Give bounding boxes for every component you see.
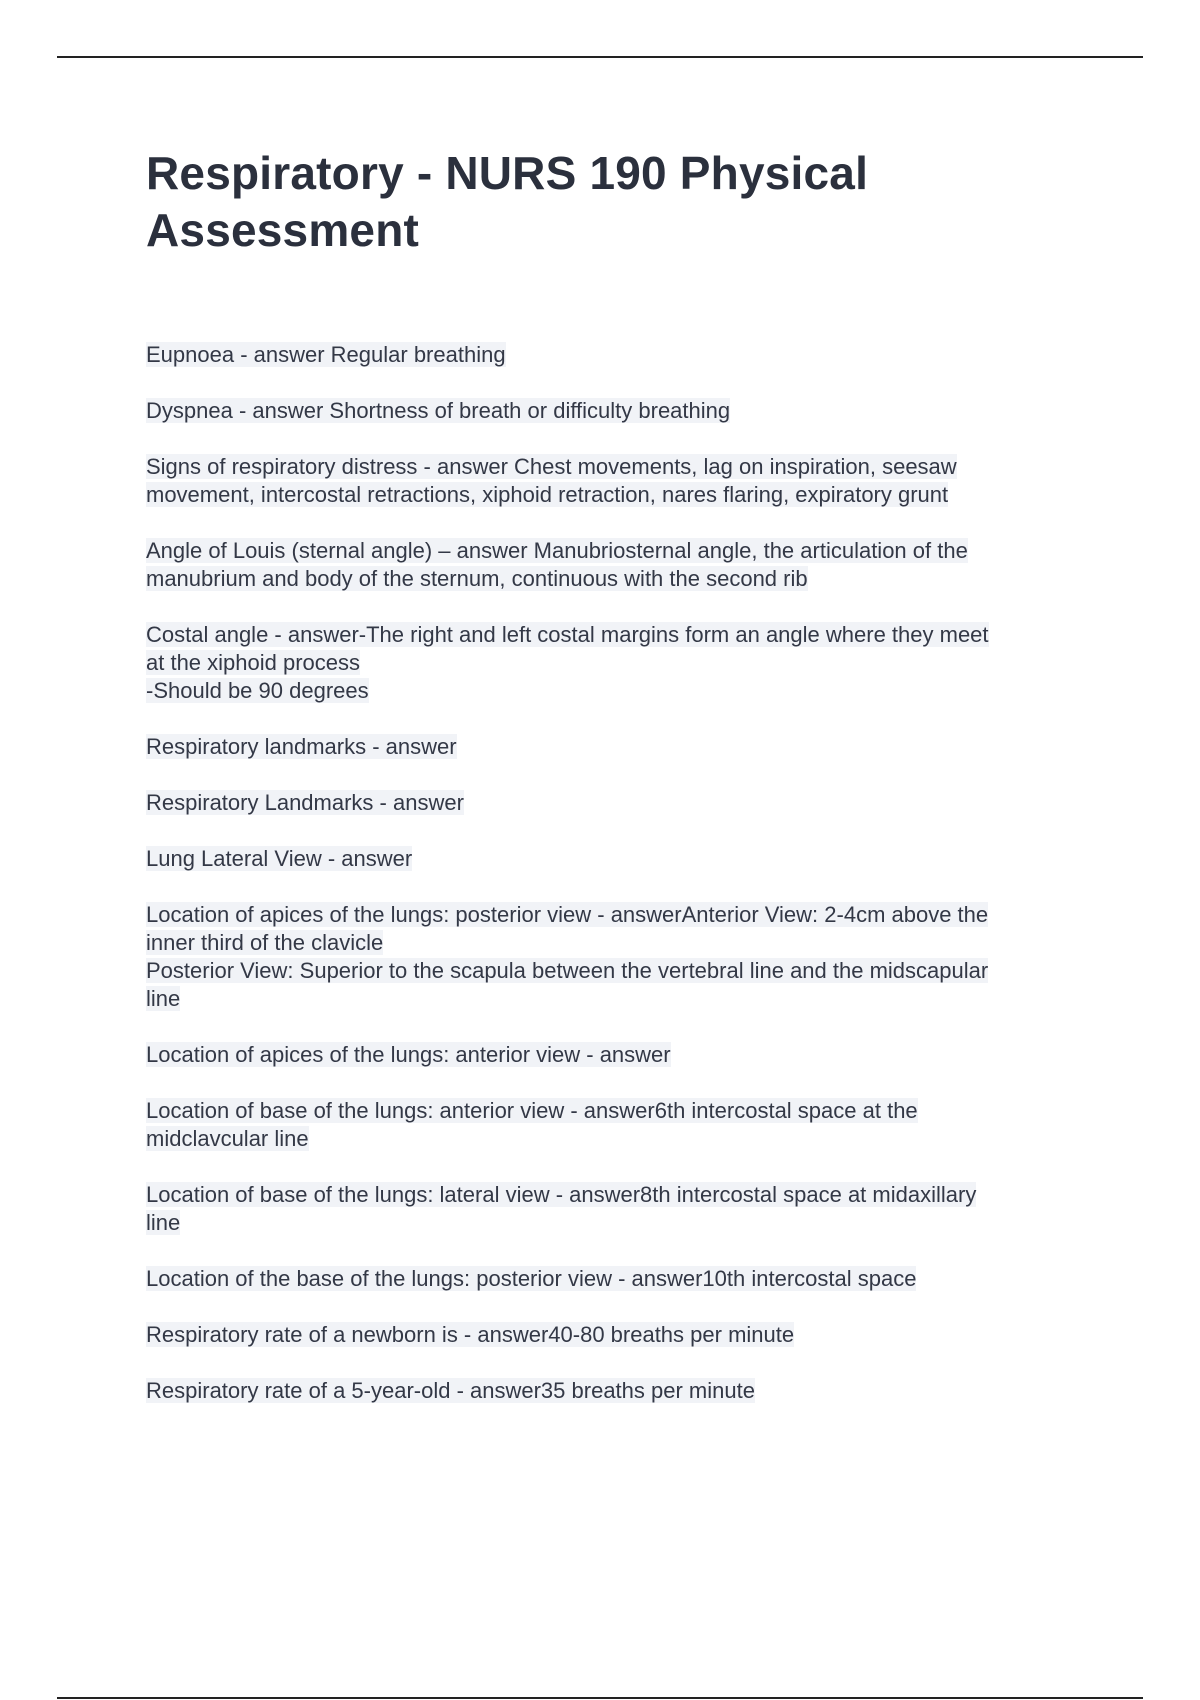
qa-line: Angle of Louis (sternal angle) – answer Manubriosternal angle, the articulation of the bbox=[146, 538, 968, 563]
qa-item bbox=[146, 1265, 1076, 1293]
qa-line: Respiratory landmarks - answer bbox=[146, 734, 457, 759]
qa-line: Eupnoea - answer Regular breathing bbox=[146, 342, 506, 367]
qa-item bbox=[146, 1181, 1076, 1237]
qa-item bbox=[146, 537, 1076, 593]
qa-line: line bbox=[146, 1210, 181, 1235]
top-divider bbox=[57, 56, 1143, 58]
qa-line: Signs of respiratory distress - answer Chest movements, lag on inspiration, seesaw bbox=[146, 454, 957, 479]
qa-line: Location of base of the lungs: lateral view - answer8th intercostal space at midaxillary bbox=[146, 1182, 977, 1207]
qa-item bbox=[146, 901, 1076, 1013]
qa-item bbox=[146, 845, 1076, 873]
qa-line: Location of the base of the lungs: posterior view - answer10th intercostal space bbox=[146, 1266, 917, 1291]
qa-list bbox=[146, 341, 1076, 1405]
qa-line: -Should be 90 degrees bbox=[146, 678, 369, 703]
qa-item bbox=[146, 341, 1076, 369]
qa-line: Respiratory Landmarks - answer bbox=[146, 790, 464, 815]
bottom-divider bbox=[57, 1697, 1143, 1699]
qa-item bbox=[146, 1377, 1076, 1405]
qa-line: Posterior View: Superior to the scapula between the vertebral line and the midscapular bbox=[146, 958, 989, 983]
qa-item bbox=[146, 453, 1076, 509]
qa-item bbox=[146, 621, 1076, 705]
qa-line: Lung Lateral View - answer bbox=[146, 846, 413, 871]
qa-item bbox=[146, 1097, 1076, 1153]
qa-line: line bbox=[146, 986, 181, 1011]
qa-item bbox=[146, 1321, 1076, 1349]
document-body bbox=[146, 145, 1076, 1433]
qa-item bbox=[146, 789, 1076, 817]
qa-item bbox=[146, 733, 1076, 761]
qa-line: Respiratory rate of a 5-year-old - answer35 breaths per minute bbox=[146, 1378, 755, 1403]
qa-line: midclavcular line bbox=[146, 1126, 309, 1151]
qa-item bbox=[146, 397, 1076, 425]
qa-line: movement, intercostal retractions, xiphoid retraction, nares flaring, expiratory grunt bbox=[146, 482, 949, 507]
qa-line: Location of apices of the lungs: anterior view - answer bbox=[146, 1042, 671, 1067]
qa-line: Location of apices of the lungs: posterior view - answerAnterior View: 2-4cm above the bbox=[146, 902, 989, 927]
qa-line: manubrium and body of the sternum, continuous with the second rib bbox=[146, 566, 808, 591]
qa-line: at the xiphoid process bbox=[146, 650, 361, 675]
qa-line: Costal angle - answer-The right and left costal margins form an angle where they meet bbox=[146, 622, 989, 647]
qa-item bbox=[146, 1041, 1076, 1069]
page-title: Respiratory - NURS 190 Physical Assessment bbox=[146, 147, 869, 256]
qa-line: inner third of the clavicle bbox=[146, 930, 384, 955]
qa-line: Dyspnea - answer Shortness of breath or difficulty breathing bbox=[146, 398, 731, 423]
qa-line: Location of base of the lungs: anterior view - answer6th intercostal space at the bbox=[146, 1098, 918, 1123]
qa-line: Respiratory rate of a newborn is - answer40-80 breaths per minute bbox=[146, 1322, 795, 1347]
